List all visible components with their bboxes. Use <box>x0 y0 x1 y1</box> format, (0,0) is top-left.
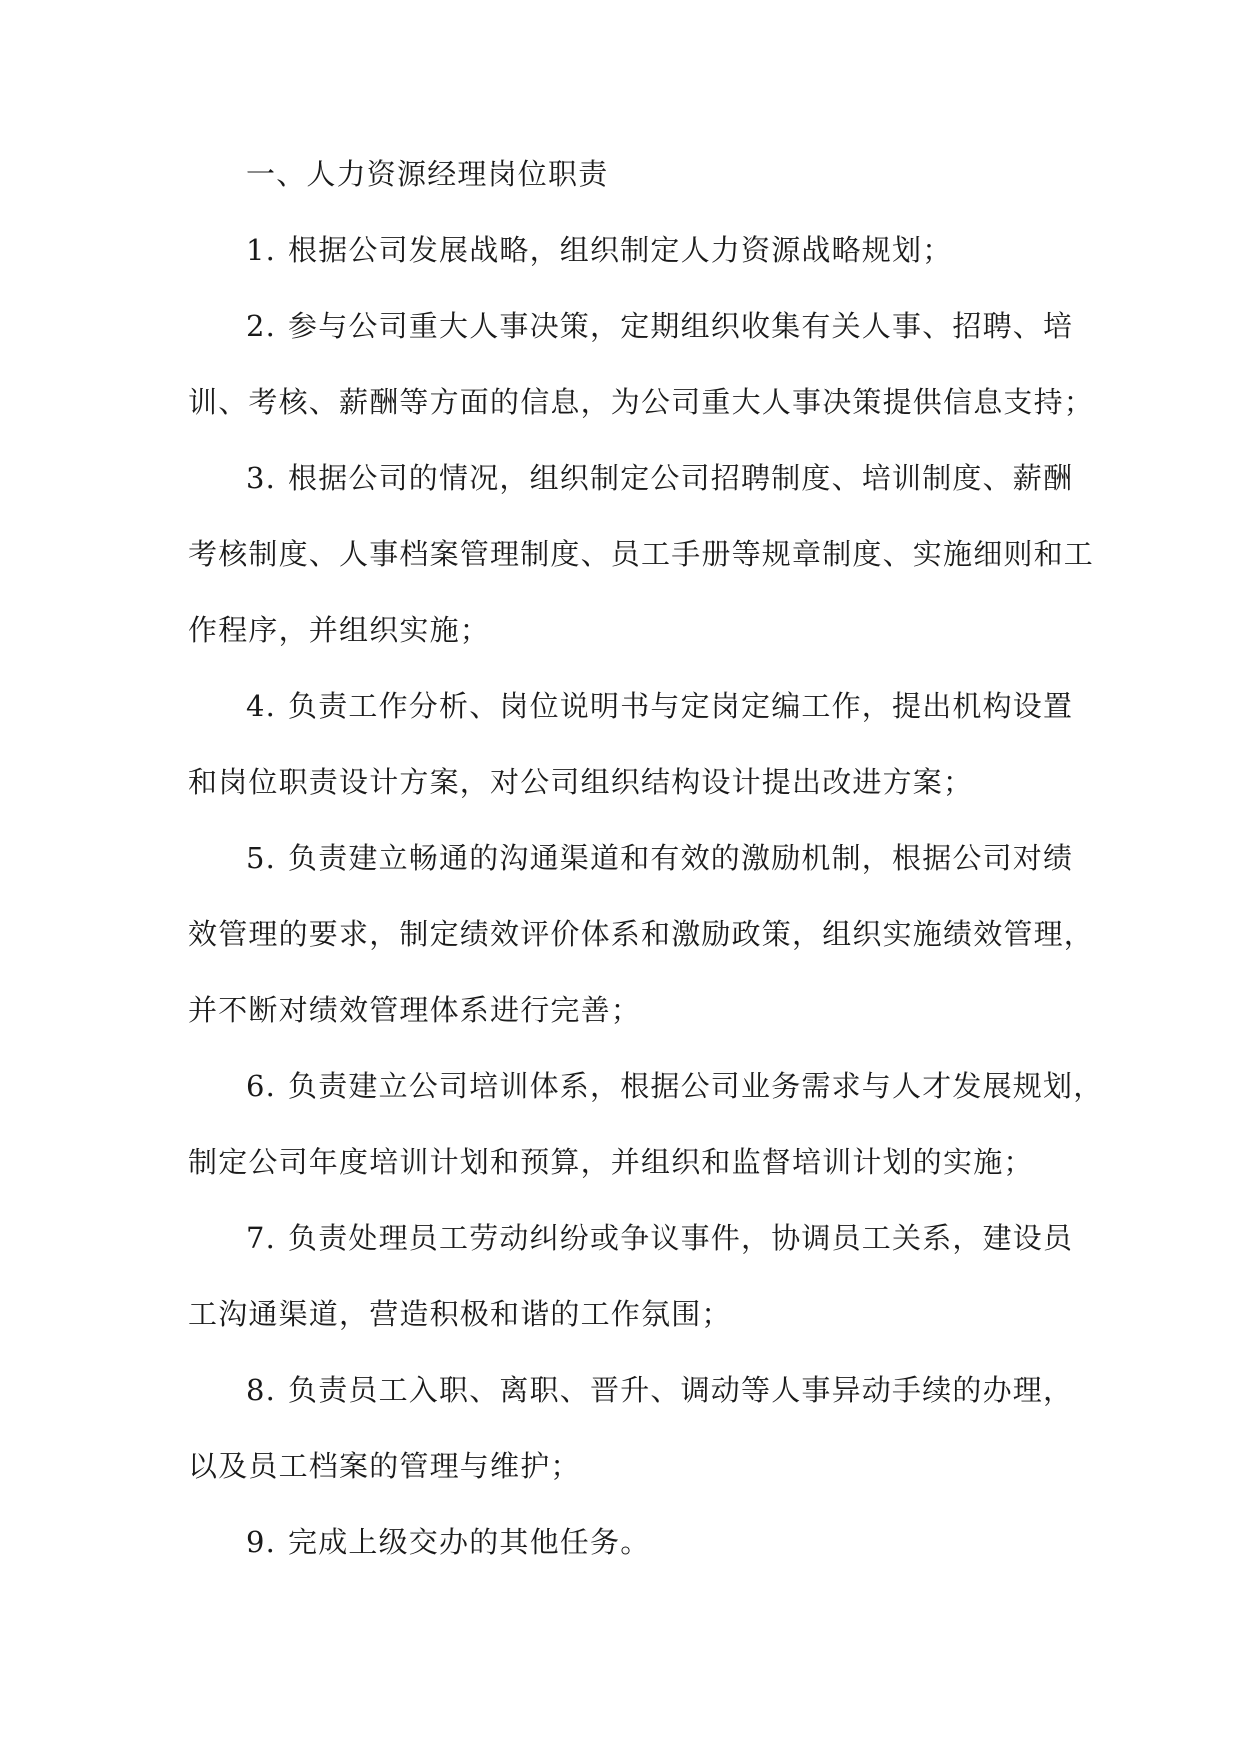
item-text: 参与公司重大人事决策，定期组织收集有关人事、招聘、培 <box>288 309 1074 343</box>
list-item <box>188 450 1074 526</box>
section-heading: 一、人力资源经理岗位职责 <box>246 157 609 191</box>
item-continuation: 和岗位职责设计方案，对公司组织结构设计提出改进方案； <box>188 765 974 799</box>
list-item <box>188 830 1074 906</box>
item-text: 根据公司发展战略，组织制定人力资源战略规划； <box>288 233 953 267</box>
item-number: 4. <box>246 689 277 723</box>
item-continuation: 考核制度、人事档案管理制度、员工手册等规章制度、实施细则和工 <box>188 537 1095 571</box>
item-text: 负责工作分析、岗位说明书与定岗定编工作，提出机构设置 <box>288 689 1074 723</box>
item-continuation: 训、考核、薪酬等方面的信息，为公司重大人事决策提供信息支持； <box>188 385 1095 419</box>
item-text: 完成上级交办的其他任务。 <box>288 1525 651 1559</box>
item-continuation: 作程序，并组织实施； <box>188 613 491 647</box>
item-text: 负责员工入职、离职、晋升、调动等人事异动手续的办理， <box>288 1373 1074 1407</box>
item-text: 负责建立畅通的沟通渠道和有效的激励机制，根据公司对绩 <box>288 841 1074 875</box>
document-body <box>188 146 1104 1590</box>
item-text: 根据公司的情况，组织制定公司招聘制度、培训制度、薪酬 <box>288 461 1074 495</box>
item-continuation: 效管理的要求，制定绩效评价体系和激励政策，组织实施绩效管理， <box>188 917 1095 951</box>
item-continuation: 并不断对绩效管理体系进行完善； <box>188 993 642 1027</box>
item-number: 8. <box>246 1373 277 1407</box>
item-continuation: 制定公司年度培训计划和预算，并组织和监督培训计划的实施； <box>188 1145 1034 1179</box>
item-number: 5. <box>246 841 277 875</box>
item-number: 1. <box>246 233 277 267</box>
item-number: 6. <box>246 1069 277 1103</box>
item-number: 2. <box>246 309 277 343</box>
list-item <box>188 1362 1074 1438</box>
list-item <box>188 1210 1074 1286</box>
list-item <box>188 298 1074 374</box>
item-text: 负责处理员工劳动纠纷或争议事件，协调员工关系，建设员 <box>288 1221 1074 1255</box>
item-continuation: 以及员工档案的管理与维护； <box>188 1449 581 1483</box>
item-number: 7. <box>246 1221 277 1255</box>
list-item <box>188 1514 1068 1590</box>
list-item <box>188 222 1068 298</box>
list-item <box>188 1058 1104 1134</box>
item-text: 负责建立公司培训体系，根据公司业务需求与人才发展规划， <box>288 1069 1104 1103</box>
item-continuation: 工沟通渠道，营造积极和谐的工作氛围； <box>188 1297 732 1331</box>
list-item <box>188 678 1074 754</box>
item-number: 9. <box>246 1525 277 1559</box>
item-number: 3. <box>246 461 277 495</box>
